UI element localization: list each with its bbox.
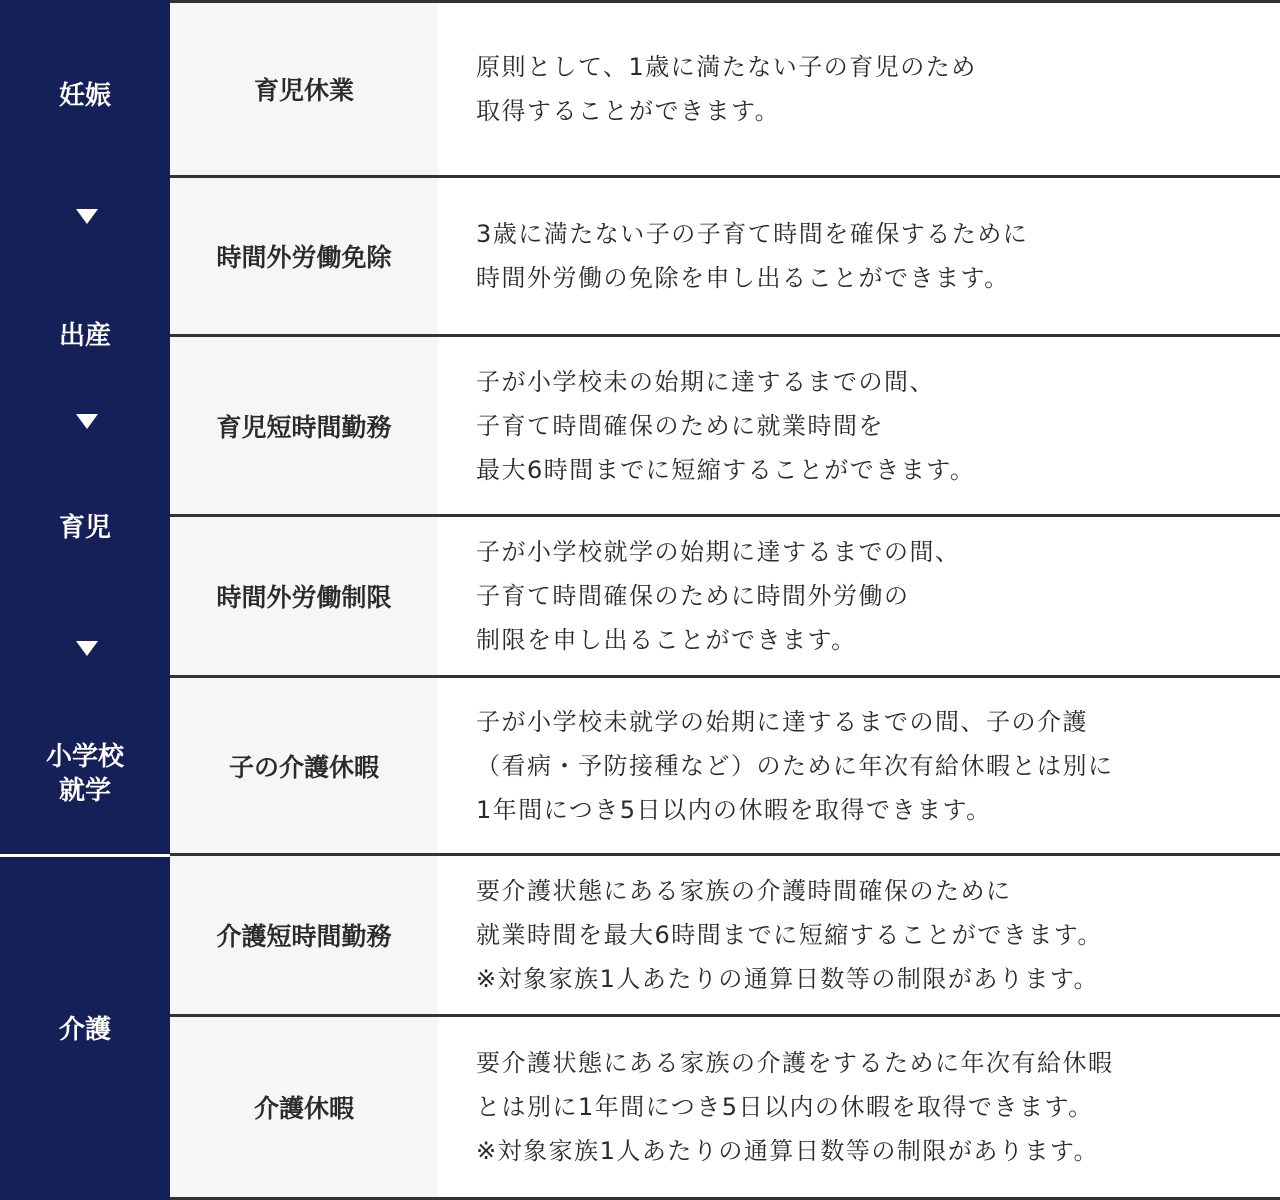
row-label: 育児休業 bbox=[170, 3, 438, 175]
description-line: 子育て時間確保のために就業時間を bbox=[476, 411, 884, 440]
row-label: 子の介護休暇 bbox=[170, 678, 438, 853]
description-line: 就業時間を最大6時間までに短縮することができます。 bbox=[476, 921, 1103, 949]
row-description bbox=[438, 178, 1280, 334]
row-label: 時間外労働制限 bbox=[170, 517, 438, 675]
description-line: 要介護状態にある家族の介護をするために年次有給休暇 bbox=[476, 1049, 1114, 1077]
table-row bbox=[170, 856, 1280, 1014]
description-line: 子が小学校未の始期に達するまでの間、 bbox=[476, 367, 935, 396]
stage-sidebar bbox=[0, 0, 170, 1200]
description-line: 最大6時間までに短縮することができます。 bbox=[476, 455, 976, 484]
description-line: とは別に1年間につき5日以内の休暇を取得できます。 bbox=[476, 1093, 1094, 1121]
stage-childcare: 育児 bbox=[58, 513, 111, 543]
description-line: 取得することができます。 bbox=[476, 97, 781, 125]
stage-school-line2: 就学 bbox=[58, 776, 111, 806]
row-description bbox=[438, 678, 1280, 853]
table-row bbox=[170, 1017, 1280, 1197]
description-line: 子育て時間確保のために時間外労働の bbox=[476, 582, 910, 610]
stage-school-line1: 小学校 bbox=[45, 742, 124, 772]
stage-pregnancy: 妊娠 bbox=[58, 81, 111, 111]
row-label: 介護短時間勤務 bbox=[170, 856, 438, 1014]
description-line: ※対象家族1人あたりの通算日数等の制限があります。 bbox=[476, 1137, 1099, 1165]
row-label: 育児短時間勤務 bbox=[170, 337, 438, 514]
row-label: 介護休暇 bbox=[170, 1017, 438, 1197]
triangle-down-icon bbox=[76, 641, 98, 656]
row-description bbox=[438, 517, 1280, 675]
stage-birth: 出産 bbox=[58, 321, 111, 351]
description-line: ※対象家族1人あたりの通算日数等の制限があります。 bbox=[476, 965, 1099, 993]
description-line: 1年間につき5日以内の休暇を取得できます。 bbox=[476, 795, 992, 824]
description-line: 3歳に満たない子の子育て時間を確保するために bbox=[476, 220, 1029, 248]
table-row bbox=[170, 178, 1280, 334]
table-row bbox=[170, 3, 1280, 175]
table-row bbox=[170, 678, 1280, 853]
stage-divider bbox=[0, 854, 170, 857]
triangle-down-icon bbox=[76, 414, 98, 429]
table-row bbox=[170, 517, 1280, 675]
row-description bbox=[438, 1017, 1280, 1197]
description-line: 要介護状態にある家族の介護時間確保のために bbox=[476, 877, 1012, 905]
triangle-down-icon bbox=[76, 209, 98, 224]
row-label: 時間外労働免除 bbox=[170, 178, 438, 334]
description-line: 制限を申し出ることができます。 bbox=[476, 626, 857, 654]
row-description bbox=[438, 856, 1280, 1014]
stage-nursing: 介護 bbox=[58, 1015, 111, 1045]
description-line: 子が小学校就学の始期に達するまでの間、 bbox=[476, 538, 961, 566]
row-description bbox=[438, 337, 1280, 514]
row-description bbox=[438, 3, 1280, 175]
description-line: （看病・予防接種など）のために年次有給休暇とは別に bbox=[476, 751, 1114, 780]
description-line: 子が小学校未就学の始期に達するまでの間、子の介護 bbox=[476, 707, 1088, 736]
description-line: 原則として、1歳に満たない子の育児のため bbox=[476, 53, 977, 81]
table-row bbox=[170, 337, 1280, 514]
description-line: 時間外労働の免除を申し出ることができます。 bbox=[476, 264, 1010, 292]
